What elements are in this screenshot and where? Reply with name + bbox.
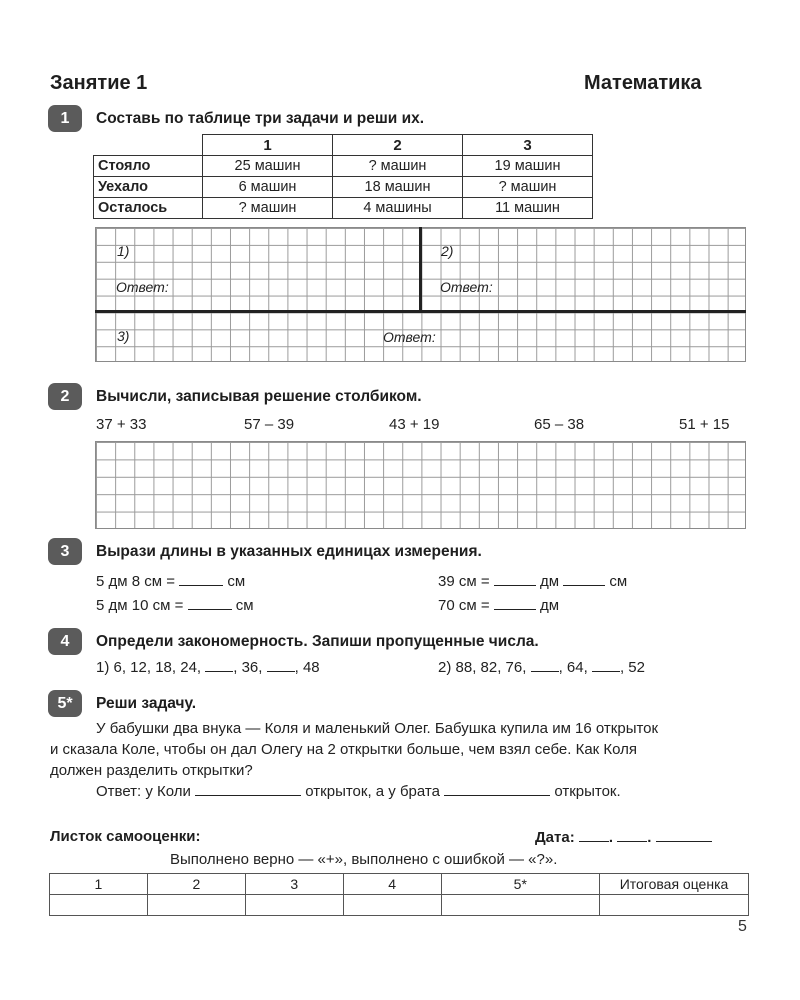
task-3-heading: Вырази длины в указанных единицах измерения. [96,543,482,560]
sequence-part: , 48 [294,659,320,676]
unit-label: см [235,597,254,614]
date-day-blank[interactable] [579,828,609,842]
expression: 37 + 33 [96,416,147,433]
table-cell: 11 машин [463,198,593,219]
score-cell[interactable] [50,895,148,916]
conversion-expression: 5 дм 8 см = [96,573,175,590]
table-row [50,895,749,916]
problem-3-label: 3) [117,328,130,344]
conversion-expression: 5 дм 10 см = [96,597,184,614]
task-3-badge: 3 [48,538,82,565]
problem-line: и сказала Коле, чтобы он дал Олегу на 2 открытки больше, чем взял себе. Как Коля [50,741,638,758]
table-cell: 6 машин [203,177,333,198]
table-cell: 25 машин [203,156,333,177]
answer-3-label: Ответ: [383,329,436,345]
problem-1-label: 1) [117,243,130,259]
answer-blank-kolya[interactable] [195,782,301,796]
expression: 65 – 38 [534,416,585,433]
expression: 43 + 19 [389,416,440,433]
table-cell: ? машин [463,177,593,198]
score-cell[interactable] [245,895,343,916]
answer-blank[interactable] [592,658,620,672]
answer-2-label: Ответ: [440,279,493,295]
answer-blank-brother[interactable] [444,782,550,796]
row-label: Стояло [94,156,203,177]
table-column-header: 2 [147,874,245,895]
problem-line: У бабушки два внука — Коля и маленький Олег. Бабушка купила им 16 открыток [96,720,659,737]
task-4-heading: Определи закономерность. Запиши пропущенные числа. [96,633,539,650]
table-column-header: 3 [463,135,593,156]
table-row [94,177,593,198]
answer-text: открыток. [554,783,621,800]
problem-line: должен разделить открытки? [50,762,253,779]
table-row [94,156,593,177]
self-assessment-title: Листок самооценки: [50,828,201,845]
answer-text: Ответ: у Коли [96,783,191,800]
score-cell[interactable] [600,895,749,916]
date-field: Дата: . . [535,828,712,846]
unit-label: см [609,573,628,590]
conversion-item [438,596,559,614]
table-column-header: 1 [50,874,148,895]
answer-blank[interactable] [267,658,295,672]
sequence-part: , 64, [558,659,588,676]
task-5-answer-line [96,782,621,800]
task-4-badge: 4 [48,628,82,655]
sequence-part: , 52 [619,659,645,676]
unit-label: дм [539,597,560,614]
task-5-badge: 5* [48,690,82,717]
task-5-heading: Реши задачу. [96,695,197,712]
sequence-part: , 36, [233,659,263,676]
answer-blank[interactable] [563,572,605,586]
table-column-header: 1 [203,135,333,156]
unit-label: дм [539,573,560,590]
row-label: Уехало [94,177,203,198]
answer-blank[interactable] [531,658,559,672]
sequence-part: 1) 6, 12, 18, 24, [96,659,202,676]
solution-grid-task-2[interactable] [95,441,746,529]
answer-blank[interactable] [179,572,223,586]
task-2-badge: 2 [48,383,82,410]
word-problem-text [50,718,755,781]
unit-label: см [227,573,246,590]
date-label: Дата: [535,829,575,846]
table-row [94,198,593,219]
task-2-heading: Вычисли, записывая решение столбиком. [96,388,422,405]
conversion-expression: 70 см = [438,597,490,614]
conversion-item [438,572,627,590]
date-year-blank[interactable] [656,828,712,842]
subject-title: Математика [584,72,702,94]
score-cell[interactable] [147,895,245,916]
row-label: Осталось [94,198,203,219]
table-cell: 4 машины [333,198,463,219]
table-column-header: Итоговая оценка [600,874,749,895]
conversion-expression: 39 см = [438,573,490,590]
problem-2-label: 2) [441,243,454,259]
page-number: 5 [738,918,747,935]
score-cell[interactable] [441,895,599,916]
answer-blank[interactable] [188,596,232,610]
answer-blank[interactable] [494,596,536,610]
sequence-2 [438,658,645,676]
table-cell: 18 машин [333,177,463,198]
answer-blank[interactable] [205,658,233,672]
table-column-header: 5* [441,874,599,895]
date-month-blank[interactable] [617,828,647,842]
score-cell[interactable] [343,895,441,916]
sequence-part: 2) 88, 82, 76, [438,659,527,676]
table-header-row [94,135,593,156]
answer-blank[interactable] [494,572,536,586]
table-cell: 19 машин [463,156,593,177]
answer-1-label: Ответ: [116,279,169,295]
self-assessment-table [49,873,749,916]
sequence-1 [96,658,320,676]
table-corner [94,135,203,156]
conversion-item [96,572,245,590]
grid-divider-vertical [419,227,422,311]
expression: 57 – 39 [244,416,295,433]
assessment-legend: Выполнено верно — «+», выполнено с ошибкой — «?». [170,851,558,868]
expression: 51 + 15 [679,416,730,433]
task-1-heading: Составь по таблице три задачи и реши их. [96,110,425,127]
table-column-header: 2 [333,135,463,156]
table-column-header: 4 [343,874,441,895]
table-header-row [50,874,749,895]
task-1-badge: 1 [48,105,82,132]
conversion-item [96,596,254,614]
cars-table [93,134,593,219]
answer-text: открыток, а у брата [305,783,440,800]
table-cell: ? машин [333,156,463,177]
table-cell: ? машин [203,198,333,219]
table-column-header: 3 [245,874,343,895]
lesson-title: Занятие 1 [50,72,148,94]
